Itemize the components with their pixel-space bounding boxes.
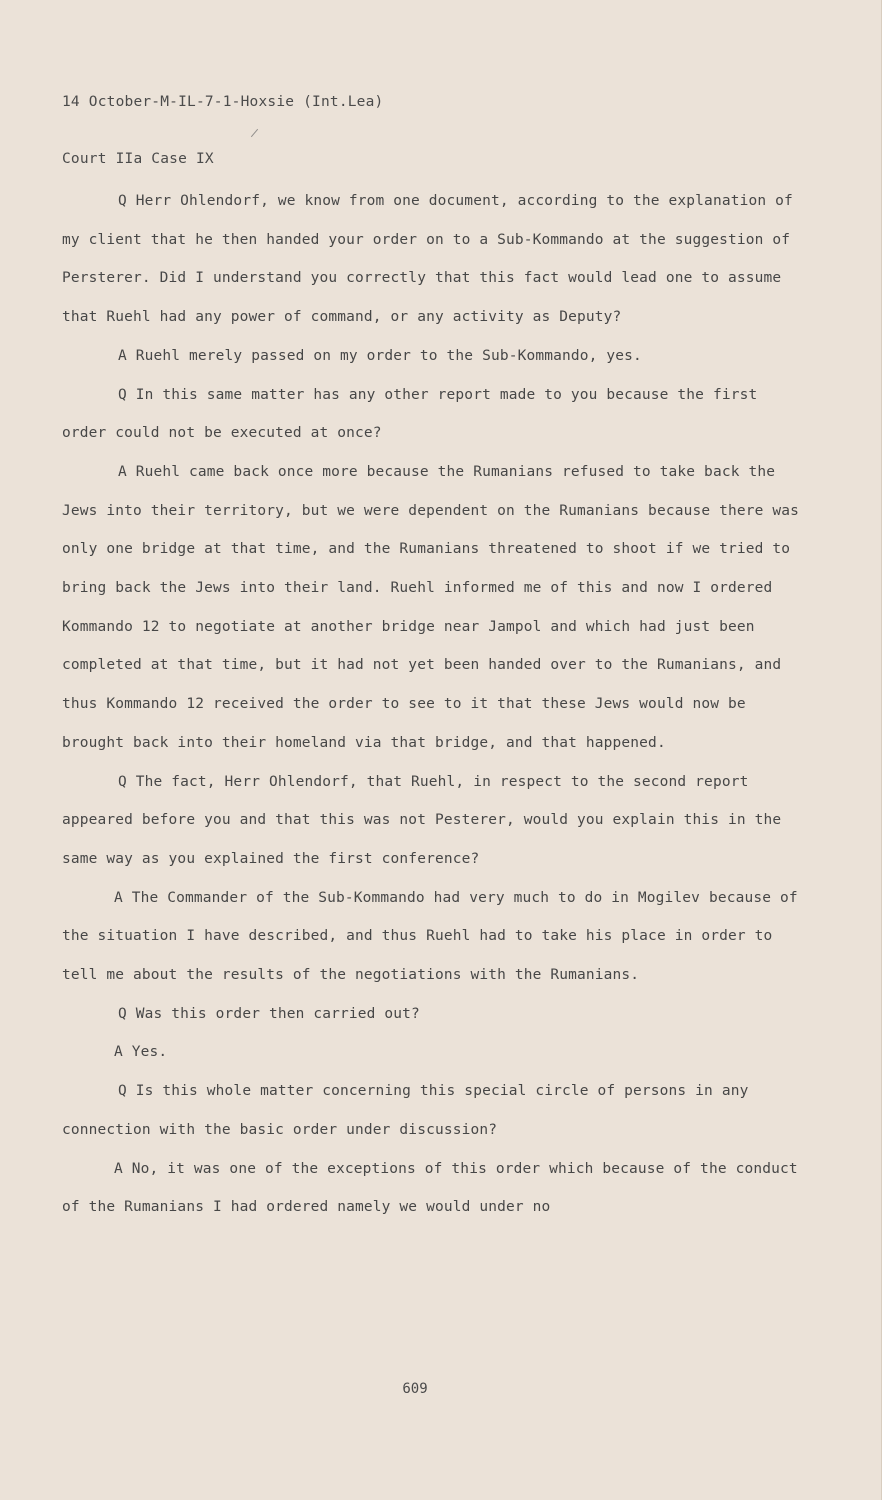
paragraph-question-2: Q In this same matter has any other report made to you because the first order could not be executed at once? bbox=[62, 386, 758, 442]
paragraph-answer-2: A Ruehl came back once more because the Rumanians refused to take back the Jews into their territory, but we were dependent on the Rumanians because there was only one bridge at that time, and the Rumanians threatened to shoot if we tried to bring back the Jews into their land. Ruehl informed me of this and now I ordered Kommando 12 to negotiate at another bridge near Jampol and which had just been completed at that time, but it had not yet been handed over to the Rumanians, and thus Kommando 12 received the order to see to it that these Jews would now be brought back into their homeland via that bridge, and that happened. bbox=[62, 463, 800, 751]
paragraph-question-5: Q Is this whole matter concerning this special circle of persons in any connection with the basic order under discussion? bbox=[62, 1083, 749, 1138]
header-line-2: Court IIa Case IX bbox=[62, 151, 214, 167]
paragraph-question-3: Q The fact, Herr Ohlendorf, that Ruehl, in respect to the second report appeared before you and that this was not Pesterer, would you explain this in the same way as you explained the first conference? bbox=[62, 773, 782, 867]
paragraph-answer-5: A No, it was one of the exceptions of this order which because of the conduct of the Rumanians I had ordered namely we would under no bbox=[62, 1160, 798, 1216]
paragraph-answer-3: A The Commander of the Sub-Kommando had very much to do in Mogilev because of the situation I have described, and thus Ruehl had to take his place in order to tell me about the results of the negotiations with the Rumanians. bbox=[62, 889, 798, 984]
page-number: 609 bbox=[402, 1381, 428, 1397]
header-line-1: 14 October-M-IL-7-1-Hoxsie (Int.Lea) bbox=[62, 94, 384, 110]
transcript-body bbox=[62, 182, 802, 1227]
paragraph-question-1: Q Herr Ohlendorf, we know from one document, according to the explanation of my client that he then handed your order on to a Sub-Kommando at the suggestion of Persterer. Did I understand you correctly that this fact would lead one to assume that Ruehl had any power of command, or any activity as Deputy? bbox=[62, 193, 793, 326]
paragraph-answer-4: A Yes. bbox=[114, 1044, 168, 1061]
paragraph-question-4: Q Was this order then carried out? bbox=[118, 1005, 420, 1022]
paragraph-answer-1: A Ruehl merely passed on my order to the Sub-Kommando, yes. bbox=[118, 347, 642, 364]
